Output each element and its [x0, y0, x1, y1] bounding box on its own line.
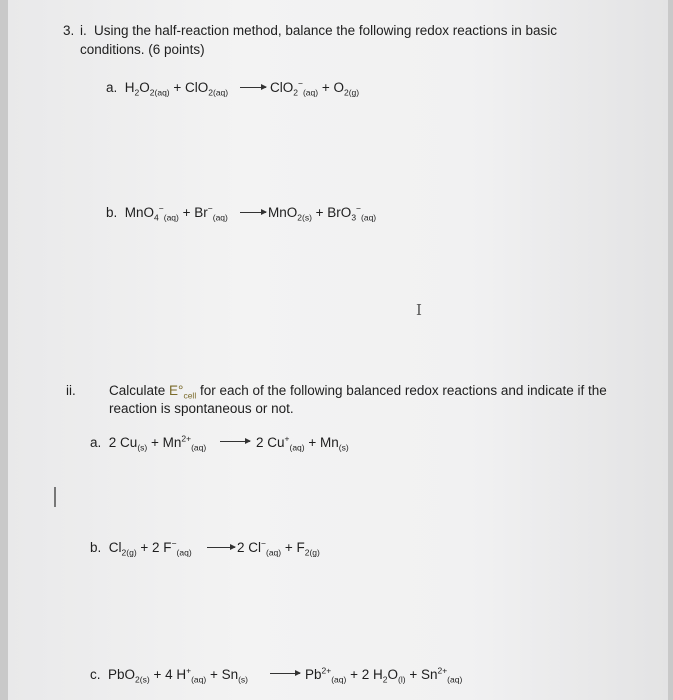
reaction-iib-products: 2 $Cl^-_{(aq)} + F_{2(g)}$: [237, 538, 320, 558]
reaction-iic-product-3: $Sn^{2+}_{(aq)}$: [420, 665, 463, 685]
part-i-instruction-line2: conditions. (6 points): [80, 42, 205, 57]
reaction-iic-reactant-3: $Sn_{(s)}$: [221, 667, 249, 685]
reaction-arrow-icon: [207, 547, 235, 548]
part-i-text: i.: [80, 23, 87, 38]
part-ii-instruction-line2: reaction is spontaneous or not.: [109, 401, 294, 416]
reaction-iib-reactant-2: 2 $F^-_{(aq)}$: [152, 538, 192, 558]
reaction-iia: a. 2 $Cu_{(s)} + Mn^{2+}_{(aq)}$: [90, 433, 207, 453]
reaction-ia-label: a.: [106, 80, 118, 95]
reaction-iib-label: b.: [90, 540, 102, 555]
reaction-iia-product-1: 2 $Cu^+_{(aq)}$: [256, 433, 305, 453]
reaction-iib: b. $Cl_{2(g)} + 2$ $F^-_{(aq)}$: [90, 538, 192, 558]
reaction-ib-product-1: MnO$_{2(s)}$: [268, 205, 312, 223]
reaction-iic-label: c.: [90, 667, 101, 682]
reaction-ia-reactant-1: $H_2O_{2(aq)}$: [124, 80, 170, 98]
reaction-ia-product-1: ClO$_2$−$_{(aq)}$: [270, 78, 319, 98]
margin-mark: [54, 487, 56, 507]
reaction-arrow-icon: [270, 673, 300, 674]
reaction-iia-label: a.: [90, 435, 102, 450]
question-number: [63, 22, 74, 39]
reaction-ib-products: MnO$_{2(s)}$ + BrO$_3$−$_{(aq)}$: [268, 203, 377, 223]
reaction-iia-products: 2 $Cu^+_{(aq)} + Mn_{(s)}$: [256, 433, 349, 453]
part-ii-instruction-pre: Calculate: [109, 383, 170, 398]
part-ii-label: ii.: [66, 383, 76, 398]
reaction-ib: b. $MnO_4^-_{(aq)} + Br^-_{(aq)}$: [106, 203, 228, 223]
reaction-iic-reactant-1: PbO$_{2(s)}$: [108, 667, 150, 685]
reaction-ia-reactant-2: ClO$_{2(aq)}$: [185, 80, 229, 98]
question-number-text: 3.: [63, 23, 75, 38]
reaction-ia: a. $H_2O_{2(aq)} + ClO_{2(aq)}$: [106, 80, 229, 98]
reaction-iic-products: $Pb^{2+}_{(aq)} + 2$ $H_2O_{(l)} + Sn^{2+}_{(aq)}$: [305, 665, 463, 685]
part-i-label: [80, 22, 87, 39]
reaction-iib-product-2: $F_{2(g)}$: [296, 540, 320, 558]
reaction-ia-product-2: $O_{2(g)}$: [333, 80, 360, 98]
reaction-iia-reactant-1: 2 $Cu_{(s)}$: [108, 435, 148, 453]
part-ii-instruction-line1: [109, 382, 607, 399]
reaction-arrow-icon: [220, 441, 250, 442]
part-i-instruction-line1: Using the half-reaction method, balance the following redox reactions in basic: [94, 23, 558, 38]
reaction-ia-products: $ClO_2^-_{(aq)} + O_{2(g)}$: [270, 78, 360, 98]
e-cell-symbol: $E^\circ_{cell}$: [169, 383, 197, 401]
reaction-iic: c. PbO$_{2(s)}$ + 4 $H^+_{(aq)} + Sn_{(s)}$: [90, 665, 249, 685]
reaction-iic-reactant-2: 4 $H^+_{(aq)}$: [165, 665, 207, 685]
reaction-iia-product-2: $Mn_{(s)}$: [320, 435, 349, 453]
reaction-iic-product-1: $Pb^{2+}_{(aq)}$: [305, 665, 347, 685]
reaction-iib-reactant-1: $Cl_{2(g)}$: [108, 540, 137, 558]
reaction-ib-reactant-2: $Br^-_{(aq)}$: [194, 203, 228, 223]
reaction-arrow-icon: [240, 87, 266, 88]
text-cursor-icon: I: [416, 301, 422, 319]
reaction-ib-label: b.: [106, 205, 118, 220]
part-ii-instruction-post: for each of the following balanced redox reactions and indicate if the: [196, 383, 607, 398]
worksheet-page: [8, 0, 668, 700]
reaction-iia-reactant-2: $Mn^{2+}_{(aq)}$: [162, 433, 207, 453]
reaction-ib-product-2: BrO$_3$−$_{(aq)}$: [327, 203, 377, 223]
reaction-iib-product-1: 2 $Cl^-_{(aq)}$: [237, 538, 282, 558]
reaction-iic-product-2: 2 $H_2O_{(l)}$: [361, 667, 406, 685]
reaction-ib-reactant-1: MnO$_4$−$_{(aq)}$: [124, 203, 179, 223]
reaction-arrow-icon: [240, 212, 266, 213]
